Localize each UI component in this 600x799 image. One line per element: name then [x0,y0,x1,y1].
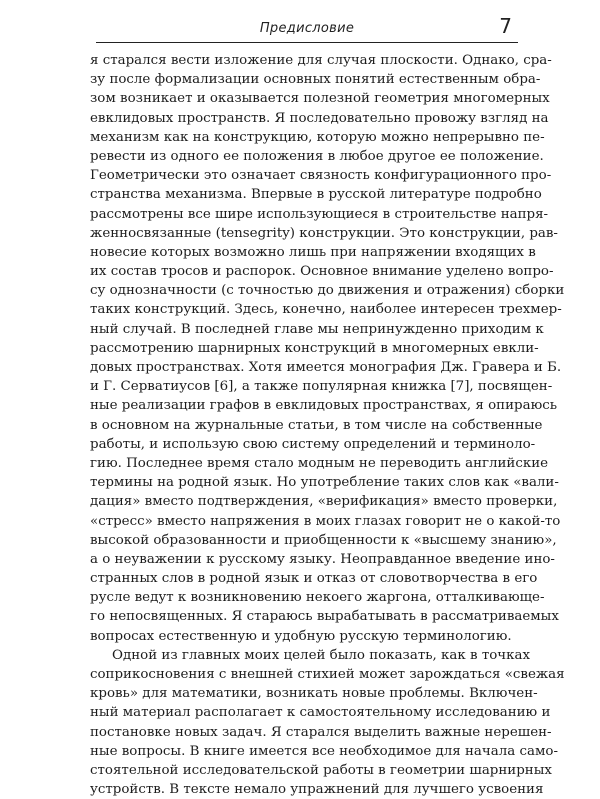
text-line: «стресс» вместо напряжения в моих глазах говорит не о какой-то [90,513,561,529]
text-line: новесие которых возможно лишь при напряжении входящих в [90,244,536,260]
text-line: кровь» для математики, возникать новые проблемы. Включен- [90,686,538,702]
text-line: стоятельной исследовательской работы в геометрии шарнирных [90,762,552,778]
text-line: таких конструкций. Здесь, конечно, наиболее интересен трехмер- [90,302,562,318]
text-line: ревести из одного ее положения в любое другое ее положение. [90,148,544,164]
text-line: странства механизма. Впервые в русской литературе подробно [90,187,542,203]
text-line: дация» вместо подтверждения, «верификация» вместо проверки, [90,494,558,510]
text-line: соприкосновения с внешней стихией может зарождаться «свежая [90,667,565,682]
text-line: работы, и использую свою систему определений и терминоло- [90,436,536,452]
text-line: и Г. Серватиусов [6], а также популярная книжка [7], посвящен- [90,379,553,395]
text-line: го непосвященных. Я стараюсь вырабатывать в рассматриваемых [90,609,559,625]
text-line: евклидовых пространств. Я последовательно провожу взгляд на [90,110,549,126]
text-line: ные реализации графов в евклидовых пространствах, я опираюсь [90,398,558,414]
text-line: а о неуважении к русскому языку. Неоправданное введение ино- [90,551,555,567]
text-line: странных слов в родной язык и отказ от словотворчества в его [90,571,538,587]
text-line: их состав тросов и распорок. Основное внимание уделено вопро- [90,264,554,280]
chapter-title: Предисловие [259,21,355,36]
text-line: су однозначности (с точностью до движения и отражения) сборки [90,283,565,299]
text-line: высокой образованности и приобщенности к «высшему знанию», [90,532,557,548]
text-line: вопросах естественную и удобную русскую терминологию. [90,628,512,644]
text-line: я старался вести изложение для случая плоскости. Однако, сра- [90,53,552,68]
text-line: механизм как на конструкцию, которую можно непрерывно пе- [90,129,545,145]
running-header [96,12,518,43]
text-line: зом возникает и оказывается полезной геометрия многомерных [90,91,550,107]
text-line: русле ведут к возникновению некоего жаргона, отталкивающе- [90,590,545,606]
text-line: гию. Последнее время стало модным не переводить английские [90,455,549,471]
text-line: Одной из главных моих целей было показать, как в точках [112,647,531,663]
text-line: рассмотрению шарнирных конструкций в многомерных евкли- [90,340,539,356]
text-line: зу после формализации основных понятий естественным обра- [90,72,541,88]
page-number: 7 [499,14,512,38]
body-text [90,51,565,799]
text-line: устройств. В тексте немало упражнений для лучшего усвоения [90,782,544,798]
text-line: ный материал располагает к самостоятельному исследованию и [90,705,551,721]
text-line: рассмотрены все шире использующиеся в строительстве напря- [90,206,549,222]
text-line: ные вопросы. В книге имеется все необходимое для начала само- [90,743,558,759]
paragraph-1 [90,51,565,646]
paragraph-2 [90,646,565,799]
text-line: Геометрически это означает связность конфигурационного про- [90,168,552,184]
text-line: постановке новых задач. Я старался выделить важные нерешен- [90,724,552,740]
text-line: ный случай. В последней главе мы непринужденно приходим к [90,321,544,337]
text-line: термины на родной язык. Но употребление таких слов как «вали- [90,475,559,491]
text-line: довых пространствах. Хотя имеется монография Дж. Гравера и Б. [90,360,562,375]
text-line: в основном на журнальные статьи, в том числе на собственные [90,417,543,433]
text-line: женносвязанные (tensegrity) конструкции. Это конструкции, рав- [90,225,558,241]
